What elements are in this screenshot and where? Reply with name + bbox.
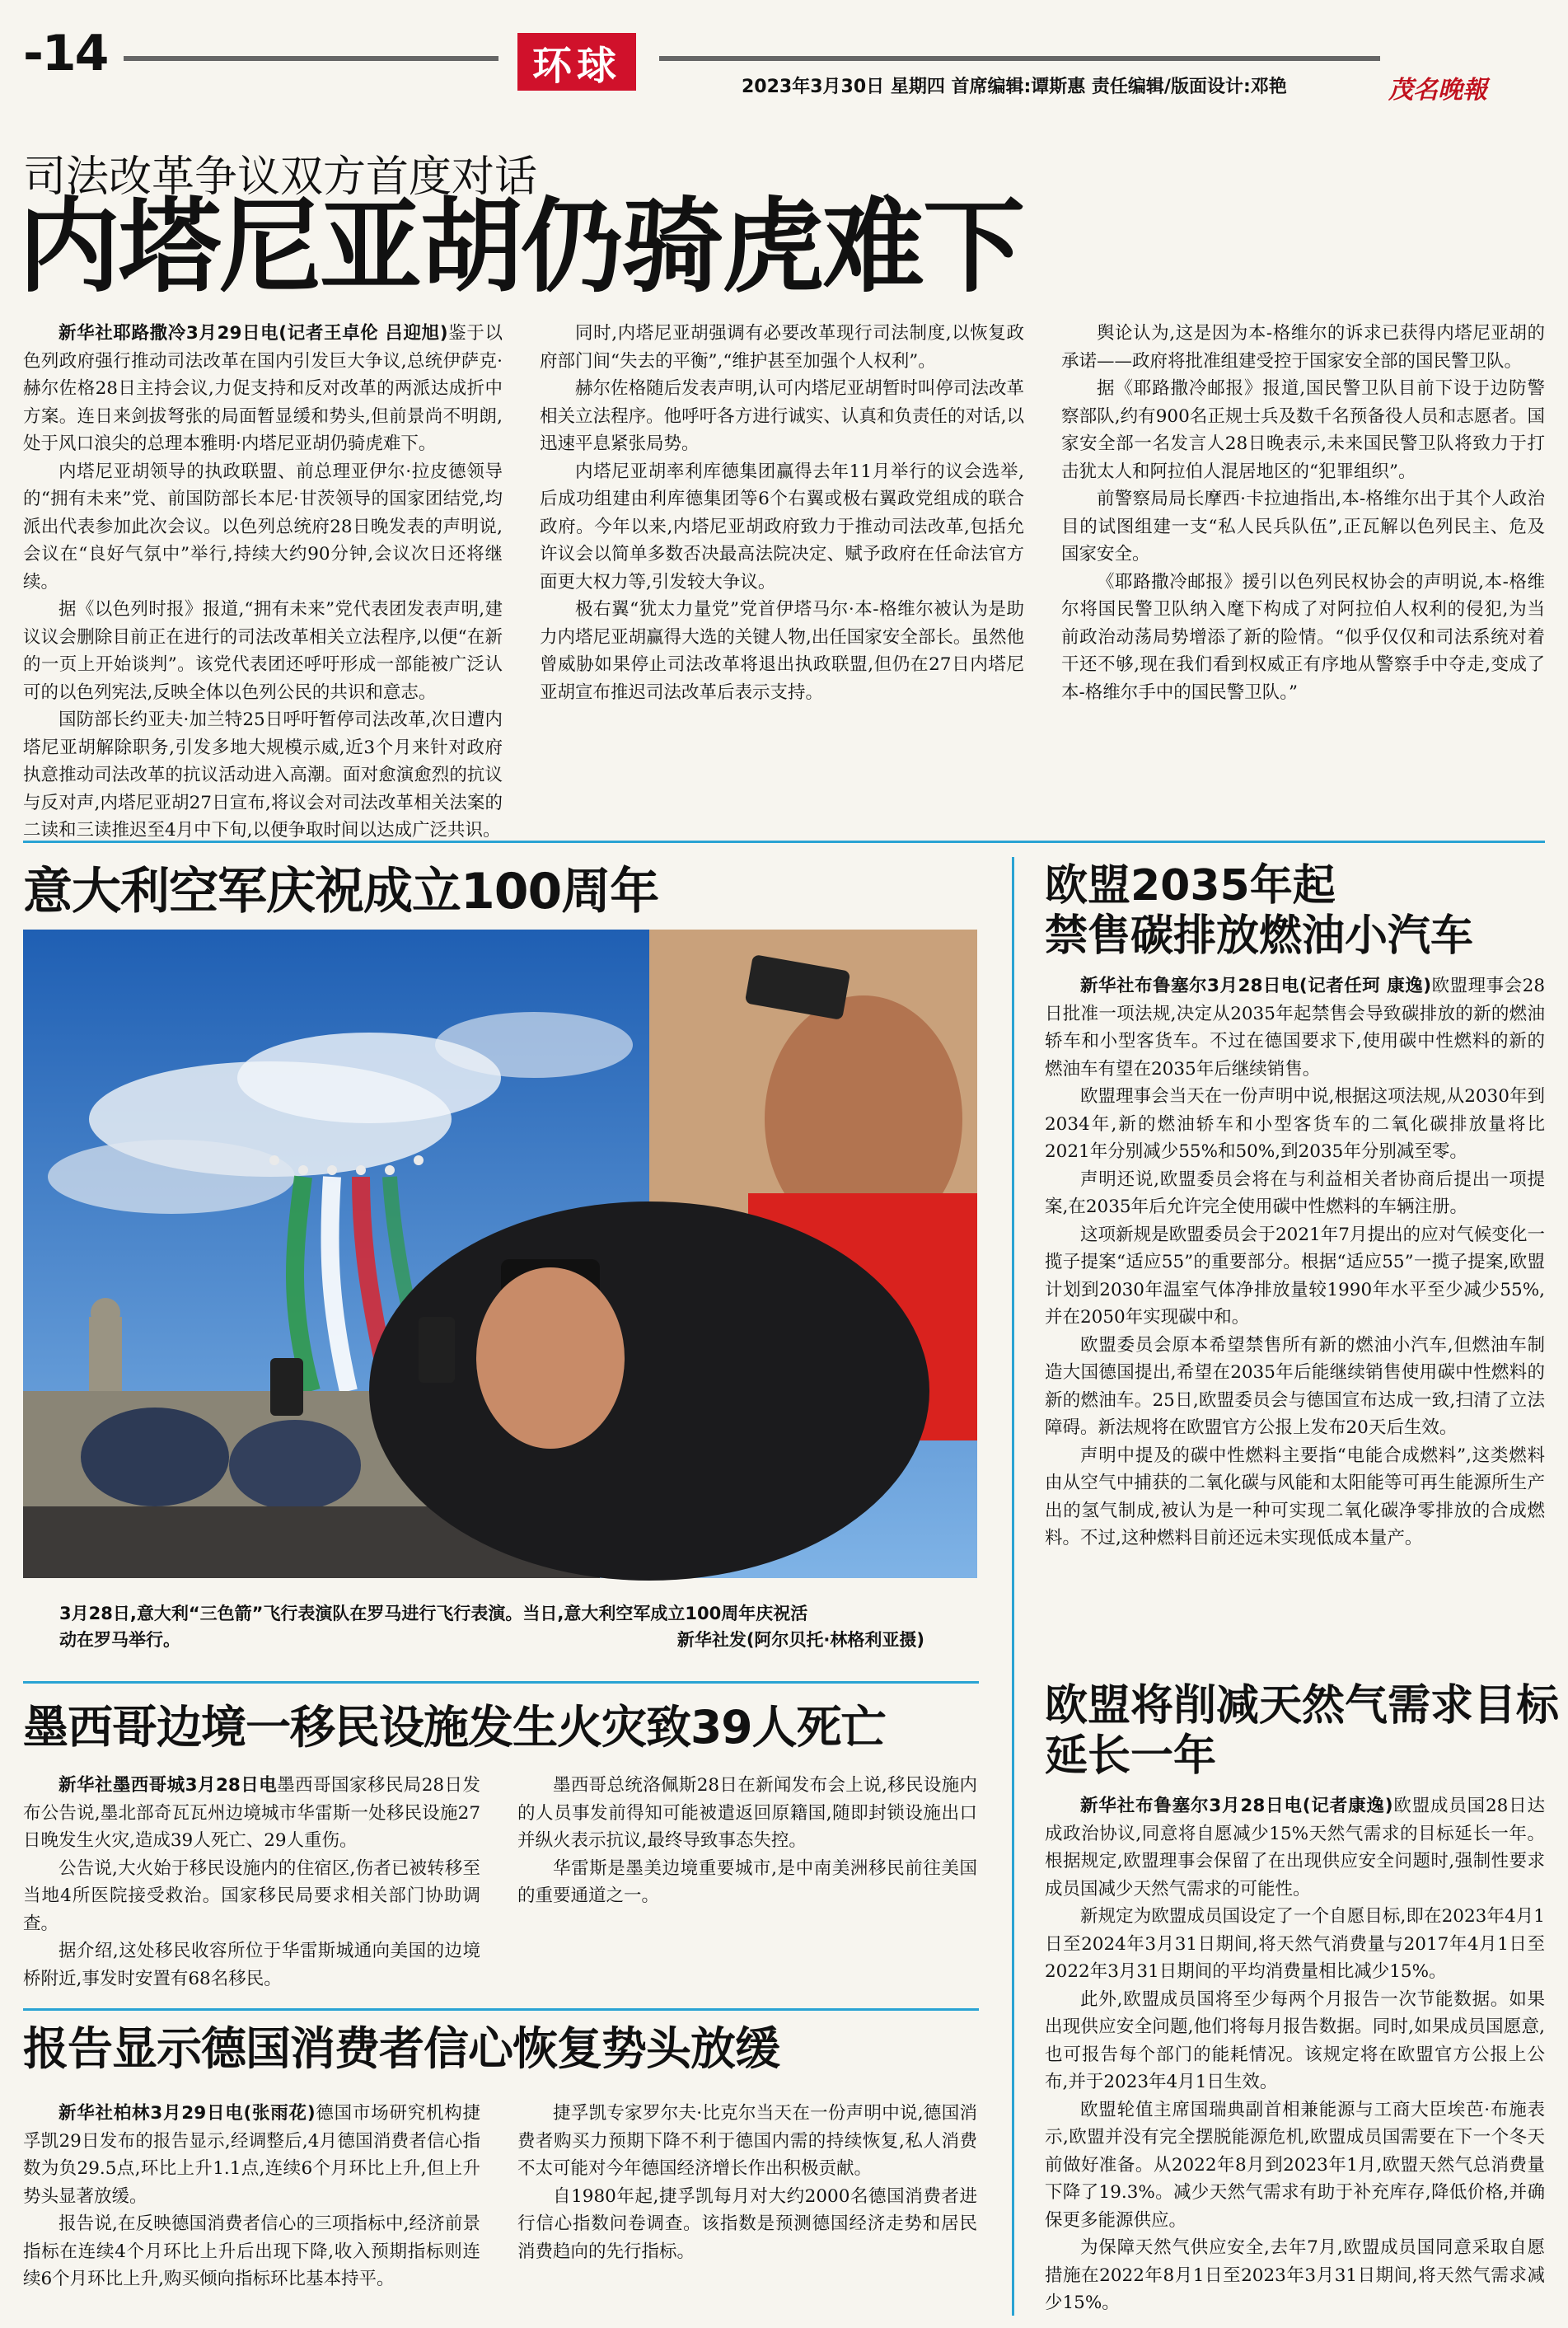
eu-gas-column (1045, 1792, 1545, 2320)
eu-gas-title-line: 延长一年 (1045, 1731, 1217, 1781)
header-rule-right (659, 56, 1380, 61)
eu-car-column (1045, 972, 1545, 1623)
lead-paragraph: 赫尔佐格随后发表声明,认可内塔尼亚胡暂时叫停司法改革相关立法程序。他呼吁各方进行诚实、认真和负责任的对话,以迅速平息紧张局势。 (540, 378, 1024, 454)
air-show-photo (23, 930, 977, 1578)
mexico-paragraph: 墨西哥总统洛佩斯28日在新闻发布会上说,移民设施内的人员事发前得知可能被遣返回原籍国,随即封锁设施出口并纵火表示抗议,最终导致事态失控。 (517, 1775, 977, 1851)
lead-paragraph: 内塔尼亚胡领导的执政联盟、前总理亚伊尔·拉皮德领导的“拥有未来”党、前国防部长本尼·甘茨领导的国家团结党,均派出代表参加此次会议。以色列总统府28日晚发表的声明说,会议在“良好气氛中”举行,持续大约90分钟,会议次日还将继续。 (23, 461, 503, 593)
header-rule-left (124, 56, 498, 61)
eu-car-paragraph: 这项新规是欧盟委员会于2021年7月提出的应对气候变化一揽子提案“适应55”的重要部分。根据“适应55”一揽子提案,欧盟计划到2030年温室气体净排放量较1990年水平至少减少55%,并在2050年实现碳中和。 (1045, 1224, 1545, 1328)
lead-paragraph: 内塔尼亚胡率利库德集团赢得去年11月举行的议会选举,后成功组建由利库德集团等6个右翼或极右翼政党组成的联合政府。今年以来,内塔尼亚胡政府致力于推动司法改革,包括允许议会以简单多数否决最高法院决定、赋予政府在任命法官方面更大权力等,引发较大争议。 (540, 461, 1024, 593)
eu-car-paragraph: 欧盟委员会原本希望禁售所有新的燃油小汽车,但燃油车制造大国德国提出,希望在2035年后能继续销售使用碳中性燃料的新的燃油车。25日,欧盟委员会与德国宣布达成一致,扫清了立法障碍。新法规将在欧盟官方公报上发布20天后生效。 (1045, 1334, 1545, 1438)
lead-paragraph: 据《耶路撒冷邮报》报道,国民警卫队目前下设于边防警察部队,约有900名正规士兵及数千名预备役人员和志愿者。国家安全部一名发言人28日晚表示,未来国民警卫队将致力于打击犹太人和阿拉伯人混居地区的“犯罪组织”。 (1061, 378, 1545, 482)
eu-gas-paragraph: 欧盟成员国28日达成政治协议,同意将自愿减少15%天然气需求的目标延长一年。根据规定,欧盟理事会保留了在出现供应安全问题时,强制性要求成员国减少天然气需求的可能性。 (1045, 1796, 1545, 1899)
lead-column-2 (540, 320, 1024, 814)
lead-paragraph: 舆论认为,这是因为本-格维尔的诉求已获得内塔尼亚胡的承诺——政府将批准组建受控于国家安全部的国民警卫队。 (1061, 323, 1545, 372)
germany-paragraph: 自1980年起,捷孚凯每月对大约2000名德国消费者进行信心指数问卷调查。该指数是预测德国经济走势和居民消费趋向的先行指标。 (517, 2185, 977, 2262)
eu-gas-paragraph: 欧盟轮值主席国瑞典副首相兼能源与工商大臣埃芭·布施表示,欧盟并没有完全摆脱能源危机,欧盟成员国需要在下一个冬天前做好准备。从2022年8月到2023年1月,欧盟天然气总消费量下降了19.3%。减少天然气需求有助于补充库存,降低价格,并确保更多能源供应。 (1045, 2099, 1545, 2231)
lead-subtitle: 司法改革争议双方首度对话 (23, 152, 538, 202)
column-divider (1012, 857, 1014, 2316)
eu-gas-title (1045, 1681, 1559, 1782)
lead-paragraph: 同时,内塔尼亚胡强调有必要改革现行司法制度,以恢复政府部门间“失去的平衡”,“维护甚至加强个人权利”。 (540, 323, 1024, 372)
germany-dateline: 新华社柏林3月29日电(张雨花) (59, 2103, 316, 2124)
section-badge: 环球 (517, 33, 636, 91)
lead-paragraph: 《耶路撒冷邮报》援引以色列民权协会的声明说,本-格维尔将国民警卫队纳入麾下构成了对阿拉伯人权利的侵犯,为当前政治动荡局势增添了新的险情。“似乎仅仅和司法系统对着干还不够,现在我们看到权威正有序地从警察手中夺走,变成了本-格维尔手中的国民警卫队。” (1061, 571, 1545, 703)
eu-car-title-line: 禁售碳排放燃油小汽车 (1045, 911, 1474, 961)
eu-car-title-line: 欧盟2035年起 (1045, 861, 1336, 911)
lead-paragraph: 国防部长约亚夫·加兰特25日呼吁暂停司法改革,次日遭内塔尼亚胡解除职务,引发多地大规模示威,近3个月来针对政府执意推动司法改革的抗议活动进入高潮。面对愈演愈烈的抗议与反对声,内塔尼亚胡27日宣布,将议会对司法改革相关法案的二读和三读推迟至4月中下旬,以便争取时间以达成广泛共识。 (23, 710, 503, 841)
lead-dateline: 新华社耶路撒冷3月29日电(记者王卓伦 吕迎旭) (59, 323, 448, 344)
eu-car-paragraph: 欧盟理事会当天在一份声明中说,根据这项法规,从2030年到2034年,新的燃油轿车和小型客货车的二氧化碳排放量将比2021年分别减少55%和50%,到2035年分别减至零。 (1045, 1086, 1545, 1162)
eu-car-paragraph: 声明还说,欧盟委员会将在与利益相关者协商后提出一项提案,在2035年后允许完全使用碳中性燃料的车辆注册。 (1045, 1169, 1545, 1217)
germany-column-1 (23, 2100, 480, 2324)
lead-paragraph: 前警察局局长摩西·卡拉迪指出,本-格维尔出于其个人政治目的试图组建一支“私人民兵队伍”,正瓦解以色列民主、危及国家安全。 (1061, 489, 1545, 564)
lead-paragraph: 极右翼“犹太力量党”党首伊塔马尔·本-格维尔被认为是助力内塔尼亚胡赢得大选的关键人物,出任国家安全部长。虽然他曾威胁如果停止司法改革将退出执政联盟,但仍在27日内塔尼亚胡宣布推迟司法改革后表示支持。 (540, 599, 1024, 703)
eu-gas-dateline: 新华社布鲁塞尔3月28日电(记者康逸) (1080, 1796, 1393, 1816)
mexico-paragraph: 华雷斯是墨美边境重要城市,是中南美洲移民前往美国的重要通道之一。 (517, 1857, 977, 1906)
italy-title: 意大利空军庆祝成立100周年 (23, 863, 659, 920)
eu-car-paragraph: 欧盟理事会28日批准一项法规,决定从2035年起禁售会导致碳排放的新的燃油轿车和小型客货车。不过在德国要求下,使用碳中性燃料的新的燃油车有望在2035年后继续销售。 (1045, 976, 1545, 1080)
eu-gas-paragraph: 为保障天然气供应安全,去年7月,欧盟成员国同意采取自愿措施在2022年8月1日至2023年3月31日期间,将天然气需求减少15%。 (1045, 2237, 1545, 2313)
section-divider (23, 2008, 979, 2011)
mexico-paragraph: 据介绍,这处移民收容所位于华雷斯城通向美国的边境桥附近,事发时安置有68名移民。 (23, 1941, 480, 1989)
eu-gas-paragraph: 此外,欧盟成员国将至少每两个月报告一次节能数据。如果出现供应安全问题,他们将每月报告数据。同时,如果成员国愿意,也可报告每个部门的能耗情况。该规定将在欧盟官方公报上公布,并于2023年4月1日生效。 (1045, 1988, 1545, 2092)
section-divider (23, 841, 1545, 843)
germany-paragraph: 德国市场研究机构捷孚凯29日发布的报告显示,经调整后,4月德国消费者信心指数为负29.5点,环比上升1.1点,连续6个月环比上升,但上升势头显著放缓。 (23, 2103, 480, 2207)
lead-paragraph: 鉴于以色列政府强行推动司法改革在国内引发巨大争议,总统伊萨克·赫尔佐格28日主持会议,力促支持和反对改革的两派达成折中方案。连日来剑拔弩张的局面暂显缓和势头,但前景尚不明朗,处于风口浪尖的总理本雅明·内塔尼亚胡仍骑虎难下。 (23, 323, 503, 454)
lead-column-3 (1061, 320, 1545, 814)
germany-paragraph: 报告说,在反映德国消费者信心的三项指标中,经济前景指标在连续4个月环比上升后出现下降,收入预期指标则连续6个月环比上升,购买倾向指标环比基本持平。 (23, 2213, 480, 2289)
eu-gas-title-line: 欧盟将削减天然气需求目标 (1045, 1681, 1560, 1731)
eu-car-paragraph: 声明中提及的碳中性燃料主要指“电能合成燃料”,这类燃料由从空气中捕获的二氧化碳与风能和太阳能等可再生能源所生产出的氢气制成,被认为是一种可实现二氧化碳净零排放的合成燃料。不过,这种燃料目前还远未实现低成本量产。 (1045, 1445, 1545, 1548)
mexico-title: 墨西哥边境一移民设施发生火灾致39人死亡 (23, 1701, 886, 1754)
section-divider (23, 1681, 979, 1684)
mexico-dateline: 新华社墨西哥城3月28日电 (59, 1775, 278, 1796)
germany-paragraph: 捷孚凯专家罗尔夫·比克尔当天在一份声明中说,德国消费者购买力预期下降不利于德国内需的持续恢复,私人消费不太可能对今年德国经济增长作出积极贡献。 (517, 2103, 977, 2179)
photo-credit: 新华社发(阿尔贝托·林格利亚摄) (676, 1630, 924, 1650)
lead-title: 内塔尼亚胡仍骑虎难下 (18, 188, 1024, 307)
lead-paragraph: 据《以色列时报》报道,“拥有未来”党代表团发表声明,建议议会删除目前正在进行的司法改革相关立法程序,以便“在新的一页上开始谈判”。该党代表团还呼吁形成一部能被广泛认可的以色列宪法,反映全体以色列公民的共识和意志。 (23, 599, 503, 703)
mexico-column-1 (23, 1772, 480, 1994)
mexico-column-2 (517, 1772, 977, 1994)
germany-title: 报告显示德国消费者信心恢复势头放缓 (23, 2022, 780, 2075)
page-number: -14 (23, 25, 108, 82)
mexico-paragraph: 墨西哥国家移民局28日发布公告说,墨北部奇瓦瓦州边境城市华雷斯一处移民设施27日晚发生火灾,造成39人死亡、29人重伤。 (23, 1775, 480, 1851)
lead-column-1 (23, 320, 503, 841)
caption-line: 3月28日,意大利“三色箭”飞行表演队在罗马进行飞行表演。当日,意大利空军成立100周年庆祝活 (59, 1604, 808, 1623)
caption-line: 动在罗马举行。 (59, 1630, 180, 1650)
header-meta: 2023年3月30日 星期四 首席编辑:谭斯惠 责任编辑/版面设计:邓艳 (742, 77, 1287, 97)
photo-caption (59, 1600, 974, 1653)
eu-car-title (1045, 861, 1473, 962)
mexico-paragraph: 公告说,大火始于移民设施内的住宿区,伤者已被转移至当地4所医院接受救治。国家移民局要求相关部门协助调查。 (23, 1857, 480, 1934)
newspaper-logo: 茂名晚報 (1388, 76, 1487, 105)
eu-gas-paragraph: 新规定为欧盟成员国设定了一个自愿目标,即在2023年4月1日至2024年3月31日期间,将天然气消费量与2017年4月1日至2022年3月31日期间的平均消费量相比减少15%。 (1045, 1906, 1545, 1982)
germany-column-2 (517, 2100, 977, 2324)
eu-car-dateline: 新华社布鲁塞尔3月28日电(记者任珂 康逸) (1080, 976, 1432, 996)
